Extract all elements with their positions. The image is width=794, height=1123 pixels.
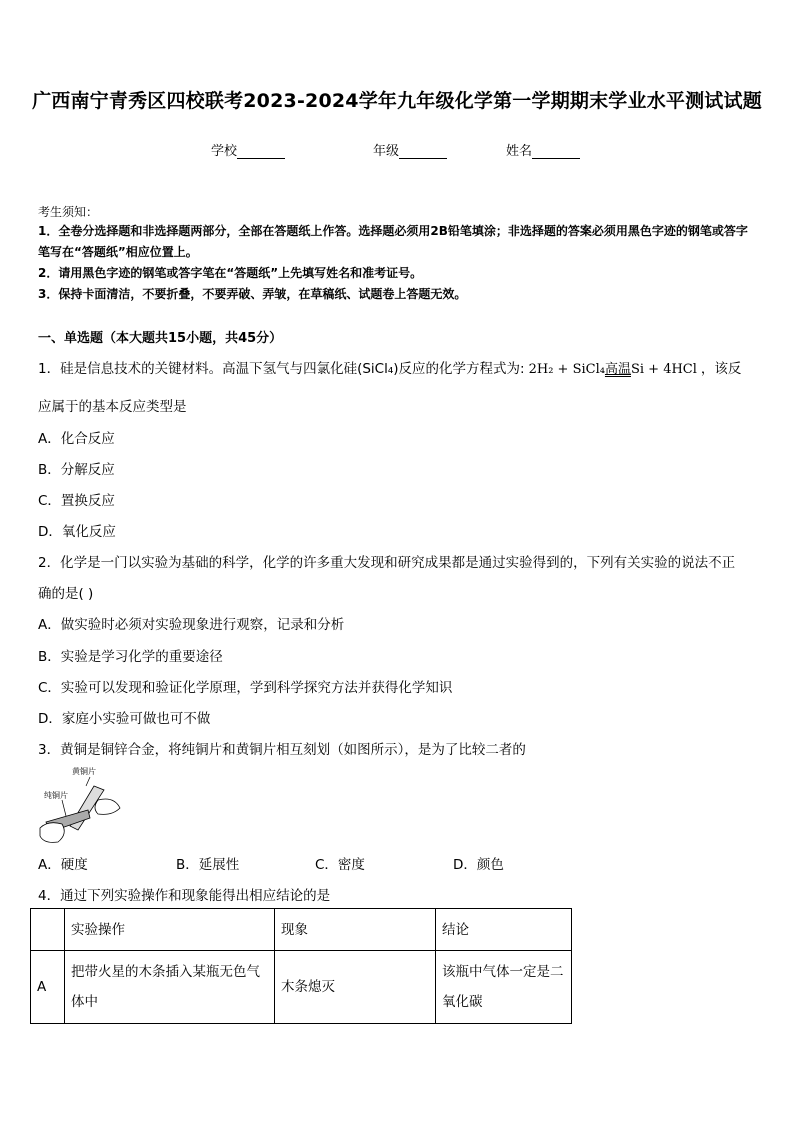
q3-option-d: D．颜色 [453,857,504,873]
table-cell: 木条熄灭 [275,951,436,1024]
q1-option-b: B．分解反应 [38,462,115,478]
q1-text-a: 1．硅是信息技术的关键材料。高温下氢气与四氯化硅(SiCl₄)反应的化学方程式为: [38,361,525,377]
eq-right: Si + 4HCl [630,362,697,377]
table-row [31,951,572,1024]
q4-table [30,908,572,1024]
table-header-cell: 现象 [275,909,436,951]
q1-option-c: C．置换反应 [38,493,115,509]
notice-item-1: 1．全卷分选择题和非选择题两部分，全部在答题纸上作答。选择题必须用2B铅笔填涂；非选择题的答案必须用黑色字迹的钢笔或答字笔写在“答题纸”相应位置上。 [38,224,748,259]
q3-option-c: C．密度 [315,857,365,873]
q4-stem: 4．通过下列实验操作和现象能得出相应结论的是 [38,888,331,904]
fig-label-brass: 黄铜片 [72,767,96,776]
q1-equation [529,362,697,377]
brass-pointer [86,777,90,786]
scratch-illustration [38,764,122,846]
name-blank [532,144,580,159]
notice-item-2: 2．请用黑色字迹的钢笔或答字笔在“答题纸”上先填写姓名和准考证号。 [38,266,423,280]
q3-option-a: A．硬度 [38,857,88,873]
section-heading: 一、单选题（本大题共15小题，共45分） [38,331,283,346]
copper-pointer [62,800,66,816]
eq-left: 2H₂ + SiCl₄ [528,362,605,377]
q2-stem-cont: 确的是( ) [38,586,94,602]
q1-option-a: A．化合反应 [38,431,115,447]
table-cell: A [31,951,65,1024]
q2-option-b: B．实验是学习化学的重要途径 [38,649,223,665]
school-label: 学校 [211,144,238,159]
school-blank [237,144,285,159]
table-header-row [31,909,572,951]
table-cell: 该瓶中气体一定是二氧化碳 [436,951,572,1024]
notice-heading: 考生须知： [38,205,99,219]
q2-option-a: A．做实验时必须对实验现象进行观察，记录和分析 [38,617,345,633]
notice-item-3: 3．保持卡面清洁，不要折叠，不要弄破、弄皱，在草稿纸、试题卷上答题无效。 [38,287,467,301]
hand-left [40,823,64,843]
q1-stem [38,357,741,377]
name-field [506,140,580,159]
q2-stem: 2．化学是一门以实验为基础的科学，化学的许多重大发现和研究成果都是通过实验得到的，下列有关实验的说法不正 [38,555,736,571]
grade-blank [399,144,447,159]
table-header-cell: 实验操作 [65,909,275,951]
q3-stem: 3．黄铜是铜锌合金，将纯铜片和黄铜片相互刻划（如图所示），是为了比较二者的 [38,742,526,758]
q3-option-b: B．延展性 [176,857,240,873]
q2-option-d: D．家庭小实验可做也可不做 [38,711,211,727]
table-header-cell [31,909,65,951]
table-cell: 把带火星的木条插入某瓶无色气体中 [65,951,275,1024]
q1-stem-cont: 应属于的基本反应类型是 [38,399,187,415]
school-field [211,140,285,159]
q1-option-d: D．氧化反应 [38,524,116,540]
table-header-cell: 结论 [436,909,572,951]
q1-text-b: ，该反 [700,361,742,377]
exam-title: 广西南宁青秀区四校联考2023-2024学年九年级化学第一学期期末学业水平测试试题 [32,90,762,112]
q2-option-c: C．实验可以发现和验证化学原理，学到科学探究方法并获得化学知识 [38,680,453,696]
grade-field [373,140,447,159]
grade-label: 年级 [373,144,400,159]
hand-right [95,799,120,814]
fig-label-copper: 纯铜片 [44,791,68,800]
eq-condition: 高温 [604,362,631,377]
name-label: 姓名 [506,144,533,159]
